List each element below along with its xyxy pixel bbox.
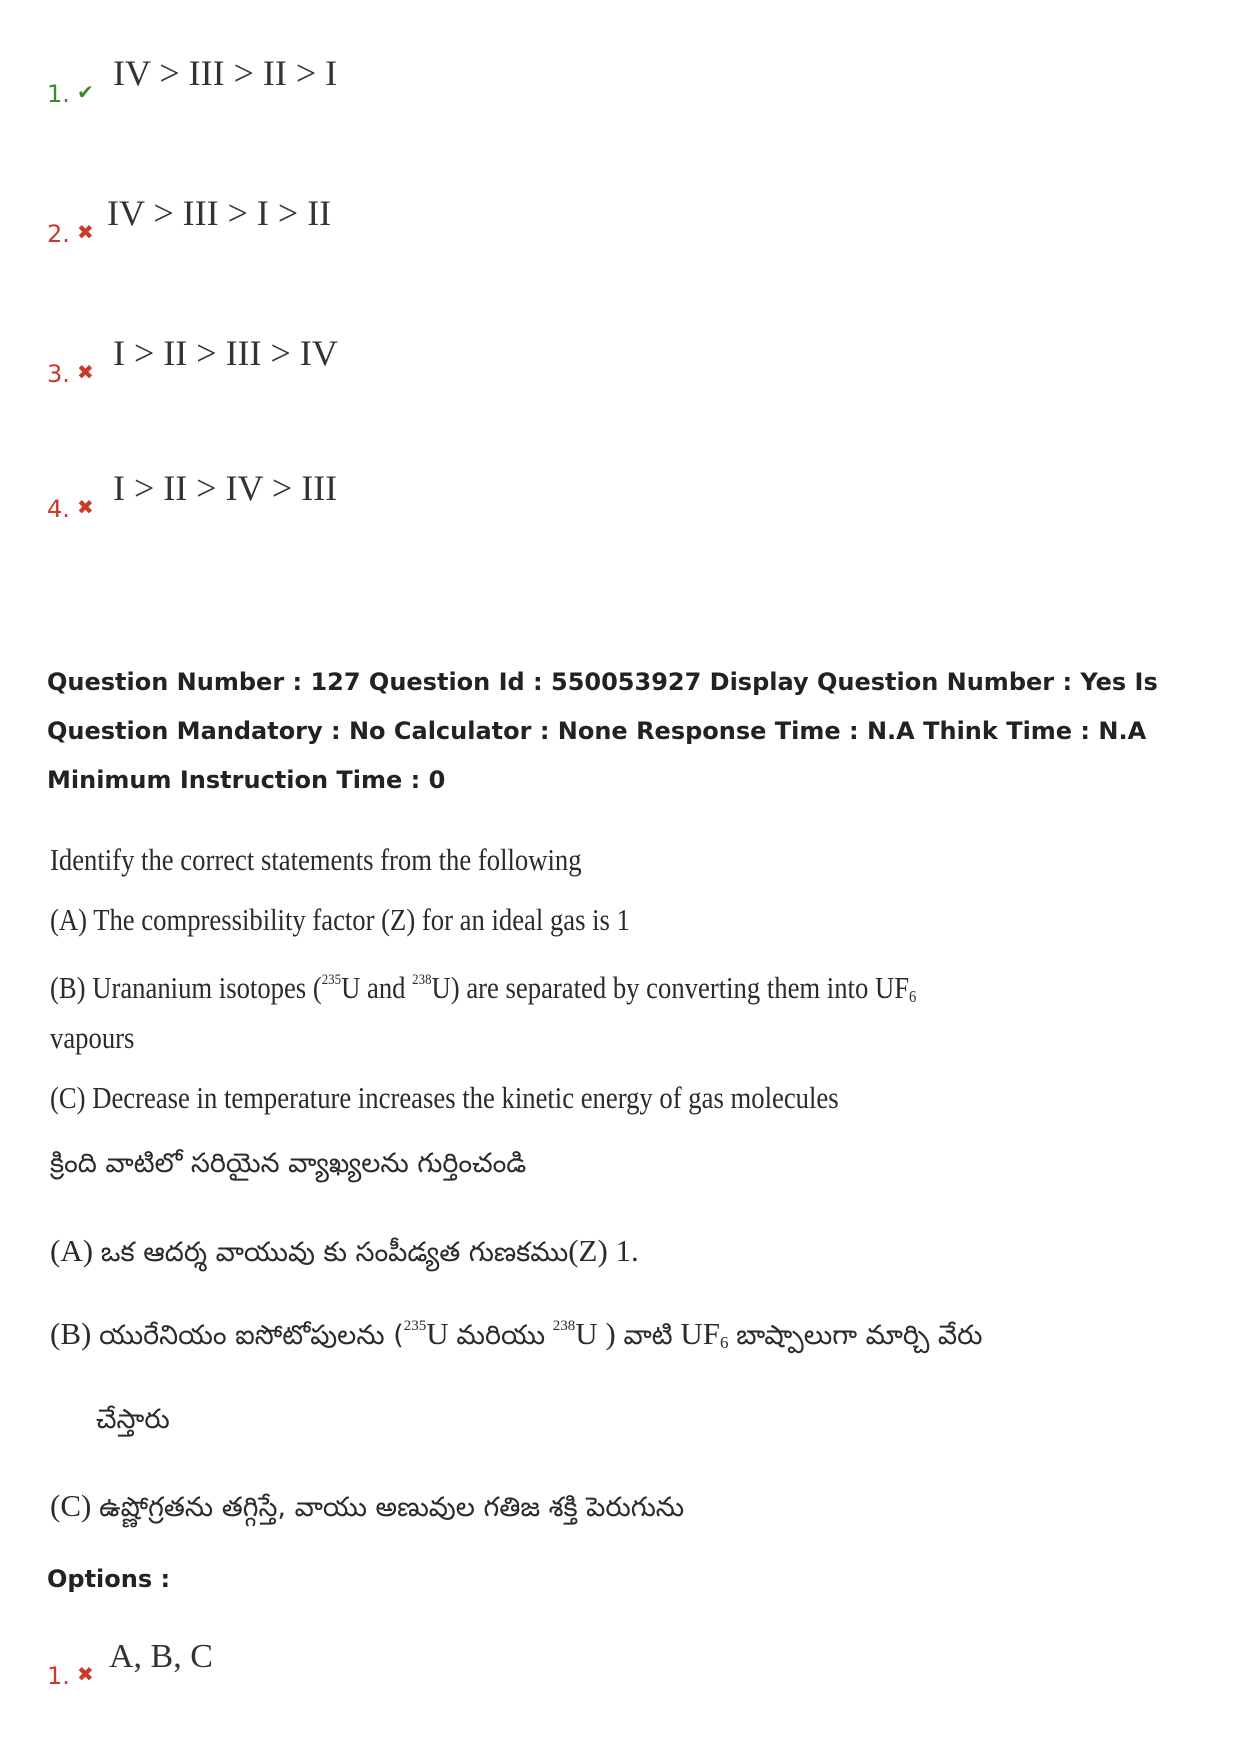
isotope-mass-235: 235 (321, 972, 342, 988)
statement-a-text: (A) The compressibility factor (Z) for an ideal gas is 1 (50, 902, 630, 937)
statement-a (50, 902, 630, 938)
isotope-symbol-1: U and (341, 970, 406, 1005)
telugu-isotope-symbol-1: U (426, 1316, 449, 1351)
isotope-symbol-2: U (431, 970, 451, 1005)
option-number: 2. (47, 220, 70, 248)
statement-b-prefix: (B) Urananium isotopes ( (50, 970, 322, 1005)
option-number: 4. (47, 495, 70, 523)
statement-b (50, 970, 916, 1007)
statement-c (50, 1080, 839, 1116)
check-icon: ✔ (77, 80, 94, 104)
telugu-isotope-mass-235: 235 (403, 1318, 427, 1334)
cross-icon: ✖ (77, 220, 94, 244)
prev-option-4 (47, 463, 447, 523)
telugu-statement-a (50, 1233, 639, 1275)
option-number: 3. (47, 360, 70, 388)
statement-b-middle: ) are separated by converting them into UF (450, 970, 910, 1005)
telugu-isotope-mass-238: 238 (552, 1318, 576, 1334)
telugu-b-text1: యురేనియం ఐసోటోపులను ( (99, 1320, 404, 1351)
telugu-uf: UF (680, 1316, 721, 1351)
telugu-b-text3: బాష్పాలుగా మార్చి వేరు (736, 1320, 983, 1351)
isotope-mass-238: 238 (412, 972, 432, 988)
prev-option-1 (47, 48, 447, 108)
telugu-uf6-subscript: 6 (720, 1333, 729, 1352)
telugu-a-end: (Z) 1. (568, 1233, 639, 1268)
telugu-a-text: ఒక ఆదర్శ వాయువు కు సంపీడ్యత గుణకము (100, 1237, 569, 1268)
option-text: IV > III > I > II (107, 193, 332, 233)
telugu-a-label: (A) (50, 1233, 94, 1268)
telugu-statement-b (50, 1316, 982, 1358)
cross-icon: ✖ (77, 360, 94, 384)
cross-icon: ✖ (77, 1662, 94, 1686)
telugu-intro (50, 1148, 526, 1186)
statement-c-text: (C) Decrease in temperature increases the kinetic energy of gas molecules (50, 1080, 839, 1115)
option-number: 1. (47, 1662, 70, 1690)
question-intro (50, 842, 582, 878)
option-1 (47, 1630, 347, 1690)
telugu-c-text: ఉష్ణోగ్రతను తగ్గిస్తే, వాయు అణువుల గతిజ శక్తి పెరుగును (99, 1492, 685, 1523)
telugu-and: మరియు (456, 1320, 546, 1351)
options-label: Options : (47, 1565, 171, 1593)
statement-b-cont-text: vapours (50, 1020, 135, 1055)
option-text: I > II > III > IV (113, 333, 338, 373)
question-metadata: Question Number : 127 Question Id : 550053927 Display Question Number : Yes Is Question Mandatory : No Calculator : None Response Time : N.A Think Time : N.A Minimum Instruction Time : 0 (47, 668, 1158, 794)
telugu-statement-c (50, 1488, 684, 1530)
telugu-isotope-symbol-2: U ) (575, 1316, 616, 1351)
cross-icon: ✖ (77, 495, 94, 519)
option-text: A, B, C (109, 1638, 213, 1675)
telugu-b-text2: వాటి (623, 1320, 673, 1351)
question-intro-text: Identify the correct statements from the following (50, 842, 582, 877)
prev-option-2 (47, 188, 447, 248)
telugu-statement-b-continued (96, 1404, 170, 1442)
option-text: I > II > IV > III (113, 468, 338, 508)
telugu-intro-text: క్రింది వాటిలో సరియైన వ్యాఖ్యలను గుర్తించండి (50, 1148, 527, 1179)
uf6-subscript: 6 (909, 987, 917, 1006)
statement-b-continued (50, 1020, 134, 1056)
option-number: 1. (47, 80, 70, 108)
prev-option-3 (47, 328, 447, 388)
option-text: IV > III > II > I (113, 53, 338, 93)
telugu-c-label: (C) (50, 1488, 92, 1523)
telugu-b-cont-text: చేస్తారు (96, 1404, 170, 1435)
telugu-b-label: (B) (50, 1316, 92, 1351)
